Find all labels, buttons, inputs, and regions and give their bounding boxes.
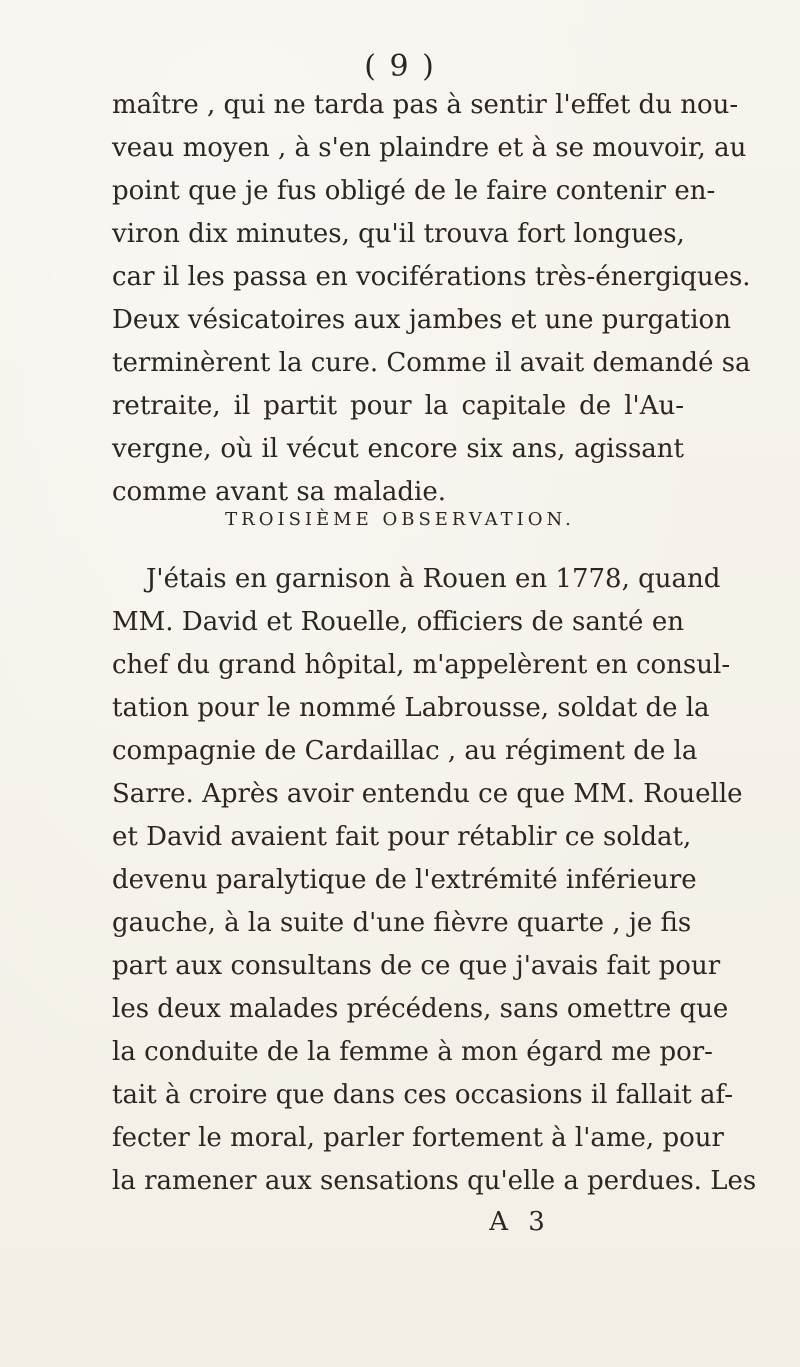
text-line: les deux malades précédens, sans omettre que: [112, 994, 729, 1024]
text-line: la ramener aux sensations qu'elle a perdues. Les: [112, 1166, 757, 1196]
text-line: comme avant sa maladie.: [112, 477, 447, 507]
text-line: fecter le moral, parler fortement à l'ame, pour: [112, 1123, 724, 1153]
text-line: vergne, où il vécut encore six ans, agissant: [112, 434, 684, 464]
text-line: point que je fus obligé de le faire contenir en-: [112, 176, 716, 206]
text-line: maître , qui ne tarda pas à sentir l'effet du nou-: [112, 90, 739, 120]
text-line: gauche, à la suite d'une fièvre quarte , je fis: [112, 908, 692, 938]
text-line: devenu paralytique de l'extrémité inférieure: [112, 865, 697, 895]
section-heading: TROISIÈME OBSERVATION.: [225, 509, 575, 530]
text-line: terminèrent la cure. Comme il avait demandé sa: [112, 348, 751, 378]
text-line: veau moyen , à s'en plaindre et à se mouvoir, au: [112, 133, 747, 163]
page-number: ( 9 ): [364, 49, 436, 84]
text-line: tait à croire que dans ces occasions il fallait af-: [112, 1080, 733, 1110]
signature-mark: A 3: [489, 1207, 551, 1237]
text-line: tation pour le nommé Labrousse, soldat de la: [112, 693, 710, 723]
text-line: MM. David et Rouelle, officiers de santé en: [112, 607, 684, 637]
text-line: retraite, il partit pour la capitale de l'Au-: [112, 391, 684, 421]
text-line: chef du grand hôpital, m'appelèrent en consul-: [112, 650, 731, 680]
text-line: compagnie de Cardaillac , au régiment de la: [112, 736, 698, 766]
text-line: car il les passa en vociférations très-énergiques.: [112, 262, 751, 292]
text-line: et David avaient fait pour rétablir ce soldat,: [112, 822, 692, 852]
text-line: J'étais en garnison à Rouen en 1778, quand: [146, 564, 721, 594]
text-line: part aux consultans de ce que j'avais fait pour: [112, 951, 721, 981]
text-line: viron dix minutes, qu'il trouva fort longues,: [112, 219, 685, 249]
text-line: Sarre. Après avoir entendu ce que MM. Rouelle: [112, 779, 743, 809]
text-line: la conduite de la femme à mon égard me por-: [112, 1037, 713, 1067]
text-line: Deux vésicatoires aux jambes et une purgation: [112, 305, 731, 335]
